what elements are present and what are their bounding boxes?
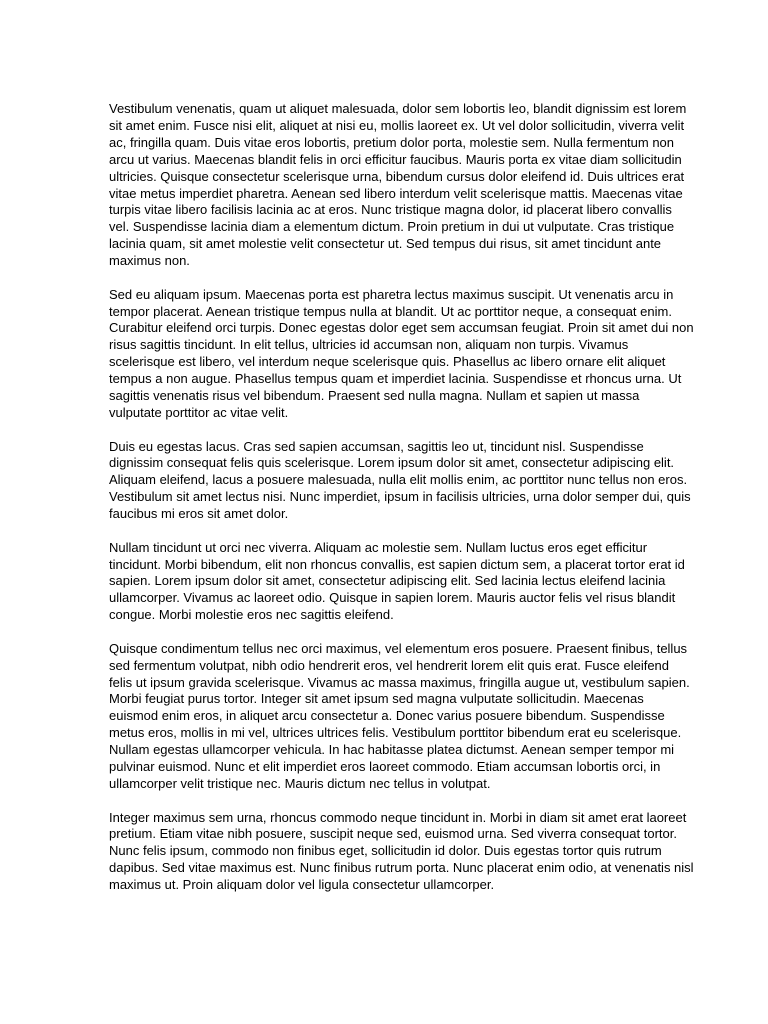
paragraph-4: Nullam tincidunt ut orci nec viverra. Aliquam ac molestie sem. Nullam luctus eros eget efficitur tincidunt. Morbi bibendum, elit non rhoncus convallis, est sapien dictum sem, a placerat tortor erat id sapien. Lorem ipsum dolor sit amet, consectetur adipiscing elit. Sed lacinia lectus eleifend lacinia ullamcorper. Vivamus ac laoreet odio. Quisque in sapien lorem. Mauris auctor felis vel risus blandit congue. Morbi molestie eros nec sagittis eleifend. [109,539,685,623]
paragraph-3: Duis eu egestas lacus. Cras sed sapien accumsan, sagittis leo ut, tincidunt nisl. Suspendisse dignissim consequat felis quis scelerisque. Lorem ipsum dolor sit amet, consectetur adipiscing elit. Aliquam eleifend, lacus a posuere malesuada, nulla elit mollis enim, ac porttitor nunc tellus non eros. Vestibulum sit amet lectus nisi. Nunc imperdiet, ipsum in facilisis ultricies, urna dolor semper dui, quis faucibus mi eros sit amet dolor. [109,438,691,522]
paragraph-6: Integer maximus sem urna, rhoncus commodo neque tincidunt in. Morbi in diam sit amet erat laoreet pretium. Etiam vitae nibh posuere, suscipit neque sed, euismod urna. Sed viverra consequat tortor. Nunc felis ipsum, commodo non finibus eget, sollicitudin id dolor. Duis egestas tortor quis rutrum dapibus. Sed vitae maximus est. Nunc finibus rutrum porta. Nunc placerat enim odio, at venenatis nisl maximus ut. Proin aliquam dolor vel ligula consectetur ullamcorper. [109,809,694,893]
paragraph-2: Sed eu aliquam ipsum. Maecenas porta est pharetra lectus maximus suscipit. Ut venenatis arcu in tempor placerat. Aenean tristique tempus nulla at blandit. Ut ac porttitor neque, a consequat enim. Curabitur eleifend orci turpis. Donec egestas dolor eget sem accumsan feugiat. Proin sit amet dui non risus sagittis tincidunt. In elit tellus, ultricies id accumsan non, aliquam non turpis. Vivamus scelerisque est libero, vel interdum neque scelerisque quis. Phasellus ac libero ornare elit aliquet tempus a non augue. Phasellus tempus quam et imperdiet lacinia. Suspendisse et rhoncus urna. Ut sagittis venenatis risus vel bibendum. Praesent sed nulla magna. Nullam et sapien ut massa vulputate porttitor ac vitae velit. [109,286,694,420]
document-body [109,101,695,894]
paragraph-5: Quisque condimentum tellus nec orci maximus, vel elementum eros posuere. Praesent finibus, tellus sed fermentum volutpat, nibh odio hendrerit eros, vel hendrerit lorem elit quis erat. Fusce eleifend felis ut ipsum gravida scelerisque. Vivamus ac massa maximus, fringilla augue ut, vestibulum sapien. Morbi feugiat purus tortor. Integer sit amet ipsum sed magna vulputate sollicitudin. Maecenas euismod enim eros, in aliquet arcu consectetur a. Donec varius posuere bibendum. Suspendisse metus eros, mollis in mi vel, ultrices ultrices felis. Vestibulum porttitor bibendum erat eu scelerisque. Nullam egestas ullamcorper vehicula. In hac habitasse platea dictumst. Aenean semper tempor mi pulvinar euismod. Nunc et elit imperdiet eros laoreet commodo. Etiam accumsan lobortis orci, in ullamcorper velit tristique nec. Mauris dictum nec tellus in volutpat. [109,640,690,791]
paragraph-1: Vestibulum venenatis, quam ut aliquet malesuada, dolor sem lobortis leo, blandit dignissim est lorem sit amet enim. Fusce nisi elit, aliquet at nisi eu, mollis laoreet ex. Ut vel dolor sollicitudin, viverra velit ac, fringilla quam. Duis vitae eros lobortis, pretium dolor porta, molestie sem. Nulla fermentum non arcu ut varius. Maecenas blandit felis in orci efficitur faucibus. Mauris porta ex vitae diam sollicitudin ultricies. Quisque consectetur scelerisque urna, bibendum cursus dolor eleifend id. Duis ultrices erat vitae metus imperdiet pharetra. Aenean sed libero interdum velit scelerisque mattis. Maecenas vitae turpis vitae libero facilisis lacinia ac at eros. Nunc tristique magna dolor, id placerat libero convallis vel. Suspendisse lacinia diam a elementum dictum. Proin pretium in dui ut vulputate. Cras tristique lacinia quam, sit amet molestie velit consectetur ut. Sed tempus dui risus, sit amet tincidunt ante maximus non. [109,101,687,269]
